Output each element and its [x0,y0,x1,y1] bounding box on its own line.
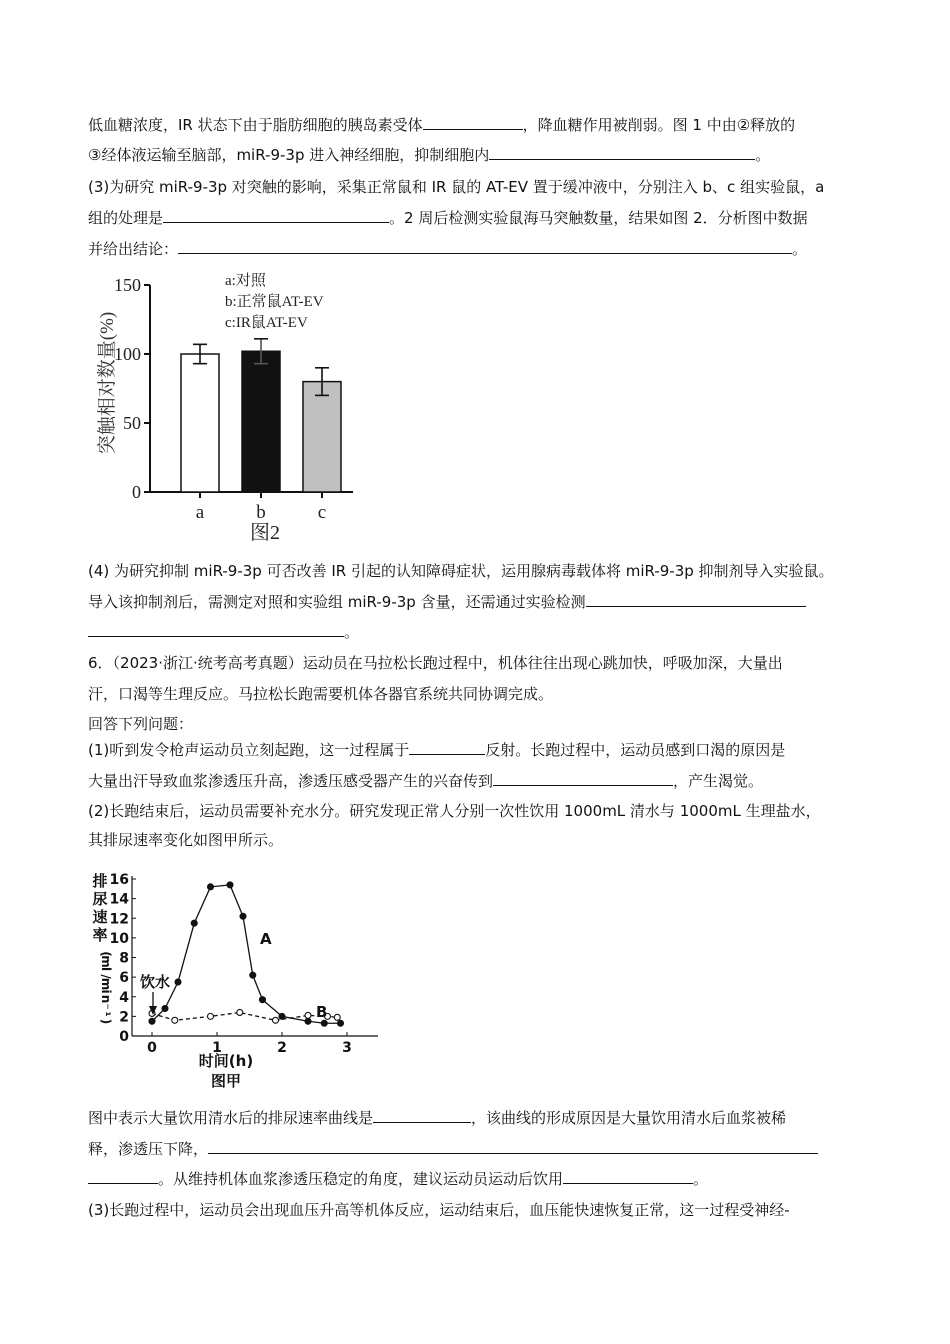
text-line-17 [88,1139,818,1159]
text-segment: 。 [693,1170,709,1188]
answer-blank[interactable] [208,1139,818,1154]
text-segment: ，产生渴觉。 [673,772,764,790]
figurejia-ylabel-char: ) [99,1018,113,1025]
text-line-11: 回答下列问题： [88,715,194,733]
figurejia-ylabel-char: l [99,966,113,972]
figurejia-series-A-point [162,1006,168,1012]
figurejia-ylabel-char: 速 [92,908,108,926]
text-line-1 [88,115,795,135]
figure2-legend-a: a:对照 [225,273,266,289]
text-line-6: (4) 为研究抑制 miR-9-3p 可否改善 IR 引起的认知障碍症状，运用腺病毒载体将 miR-9-3p 抑制剂导入实验鼠。 [88,562,834,580]
figurejia-series-B-point [273,1017,279,1023]
answer-blank[interactable] [423,115,523,130]
text-line-7 [88,592,806,612]
text-segment: 。 [344,623,360,641]
figurejia-series-A-point [250,972,256,978]
answer-blank[interactable] [586,592,806,607]
figurejia-ylabel-char: 排 [92,872,108,890]
figure2-ytick-label: 0 [132,482,141,502]
answer-blank[interactable] [493,771,673,786]
series-a-label: A [260,930,272,948]
text-segment: 并给出结论： [88,240,179,258]
text-segment: 导入该抑制剂后，需测定对照和实验组 miR-9-3p 含量，还需通过实验检测 [88,593,586,611]
text-line-3: (3)为研究 miR-9-3p 对突触的影响，采集正常鼠和 IR 鼠的 AT-EV 置于缓冲液中，分别注入 b、c 组实验鼠，a [88,178,825,196]
figure-2-bar-chart [85,265,385,555]
text-segment: 释，渗透压下降， [88,1140,209,1158]
figurejia-series-A-point [149,1018,155,1024]
figure2-xtick-label: a [195,502,205,523]
figurejia-xtick-label: 1 [212,1040,222,1056]
figurejia-series-A-point [191,920,197,926]
figurejia-ytick-label: 16 [109,872,129,888]
series-b-label: B [316,1003,328,1021]
text-segment: ③经体液运输至脑部，miR-9-3p 进入神经细胞，抑制细胞内 [88,146,490,164]
figurejia-series-A-point [321,1020,327,1026]
figure2-ytick-label: 100 [114,344,141,364]
answer-blank[interactable] [563,1169,693,1184]
figurejia-xtick-label: 2 [277,1040,287,1056]
answer-blank[interactable] [373,1108,471,1123]
figurejia-annotation: 饮水 [140,973,171,991]
text-line-16 [88,1108,786,1128]
figurejia-ylabel-char: ( [99,951,113,957]
figurejia-ylabel-char: 尿 [92,890,108,908]
figurejia-series-B-point [305,1012,311,1018]
figure2-xtick-label: c [317,502,327,523]
figurejia-ylabel-char: ¹ [99,1011,113,1017]
text-segment: 。 [792,240,808,258]
text-segment: ，降血糖作用被削弱。图 1 中由②释放的 [522,116,796,134]
figurejia-ytick-label: 0 [119,1029,129,1045]
figurejia-xtick-label: 0 [147,1040,157,1056]
figure2-caption: 图2 [250,522,280,544]
figurejia-series-B-point [237,1009,243,1015]
figurejia-series-A-line [152,885,341,1023]
figurejia-ytick-label: 12 [109,911,129,928]
text-line-5 [88,239,807,259]
text-segment: 组的处理是 [88,209,164,227]
text-segment: 。从维持机体血浆渗透压稳定的角度，建议运动员运动后饮用 [158,1170,564,1188]
text-segment: 图中表示大量饮用清水后的排尿速率曲线是 [88,1109,374,1127]
figurejia-series-A-point [260,997,266,1003]
figurejia-series-B-point [334,1014,340,1020]
figurejia-xlabel: 时间(h) [198,1052,254,1070]
text-line-19: (3)长跑过程中，运动员会出现血压升高等机体反应，运动结束后，血压能快速恢复正常，这一过程受神经- [88,1201,790,1219]
text-line-12 [88,740,785,760]
figurejia-ytick-label: 2 [119,1009,129,1026]
text-line-18 [88,1169,708,1189]
figure2-ytick-label: 50 [123,413,141,433]
text-line-15: 其排尿速率变化如图甲所示。 [88,831,284,849]
figure2-bar-a [181,354,219,492]
figurejia-ytick-label: 6 [119,970,129,987]
figure2-legend-b: b:正常鼠AT-EV [225,294,324,310]
figurejia-series-A-point [227,882,233,888]
text-line-13 [88,771,763,791]
answer-blank[interactable] [178,239,792,254]
figure2-xtick-label: b [256,502,266,523]
question-6-title: 6．（2023·浙江·统考高考真题）运动员在马拉松长跑过程中，机体往往出现心跳加快，呼吸加深，大量出 [88,654,783,672]
figurejia-ytick-label: 10 [109,930,129,947]
text-segment: 大量出汗导致血浆渗透压升高，渗透压感受器产生的兴奋传到 [88,772,494,790]
figure2-ylabel: 突触相对数量(%) [97,311,118,455]
figurejia-series-A-point [305,1018,311,1024]
answer-blank[interactable] [489,145,755,160]
figure2-ytick-label: 150 [114,275,141,295]
figure2-bar-b [242,351,280,492]
figurejia-ytick-label: 14 [109,891,129,908]
text-line-2 [88,145,770,165]
figure-jia-line-chart [88,866,388,1098]
text-segment: (1)听到发令枪声运动员立刻起跑，这一过程属于 [88,741,410,759]
figurejia-ylabel-char: 率 [92,926,108,944]
answer-blank[interactable] [163,208,389,223]
figurejia-xtick-label: 3 [342,1040,352,1056]
figurejia-ylabel-char: i [99,989,113,994]
text-segment: 反射。长跑过程中，运动员感到口渴的原因是 [485,741,786,759]
figurejia-series-B-point [172,1017,178,1023]
figurejia-ytick-label: 8 [119,950,129,967]
figurejia-series-A-point [338,1020,344,1026]
text-segment: ，该曲线的形成原因是大量饮用清水后血浆被稀 [471,1109,787,1127]
text-segment: 低血糖浓度，IR 状态下由于脂肪细胞的胰岛素受体 [88,116,423,134]
figure2-bar-c [303,382,341,492]
answer-blank[interactable] [88,622,344,637]
answer-blank[interactable] [409,740,485,755]
answer-blank[interactable] [88,1169,158,1184]
figurejia-ylabel-char: ⁻ [99,1003,113,1010]
figurejia-series-A-point [240,913,246,919]
figurejia-ylabel-char: / [99,974,113,979]
text-segment: 。 [755,146,771,164]
text-line-4 [88,208,808,228]
figurejia-ylabel-char: m [99,977,113,991]
figurejia-series-A-point [175,979,181,985]
figurejia-ytick-label: 4 [119,989,129,1006]
figurejia-caption: 图甲 [210,1072,242,1090]
text-segment: 。2 周后检测实验鼠海马突触数量，结果如图 2．分析图中数据 [389,209,808,227]
figurejia-ylabel-char: m [99,955,113,968]
figurejia-series-A-point [208,884,214,890]
figurejia-ylabel-char: n [99,994,113,1004]
text-line-8 [88,622,359,642]
text-line-10: 汗，口渴等生理反应。马拉松长跑需要机体各器官系统共同协调完成。 [88,685,554,703]
figure2-legend-c: c:IR鼠AT-EV [225,315,308,331]
figurejia-series-B-point [208,1013,214,1019]
text-line-14: (2)长跑结束后，运动员需要补充水分。研究发现正常人分别一次性饮用 1000mL 清水与 1000mL 生理盐水， [88,802,821,820]
